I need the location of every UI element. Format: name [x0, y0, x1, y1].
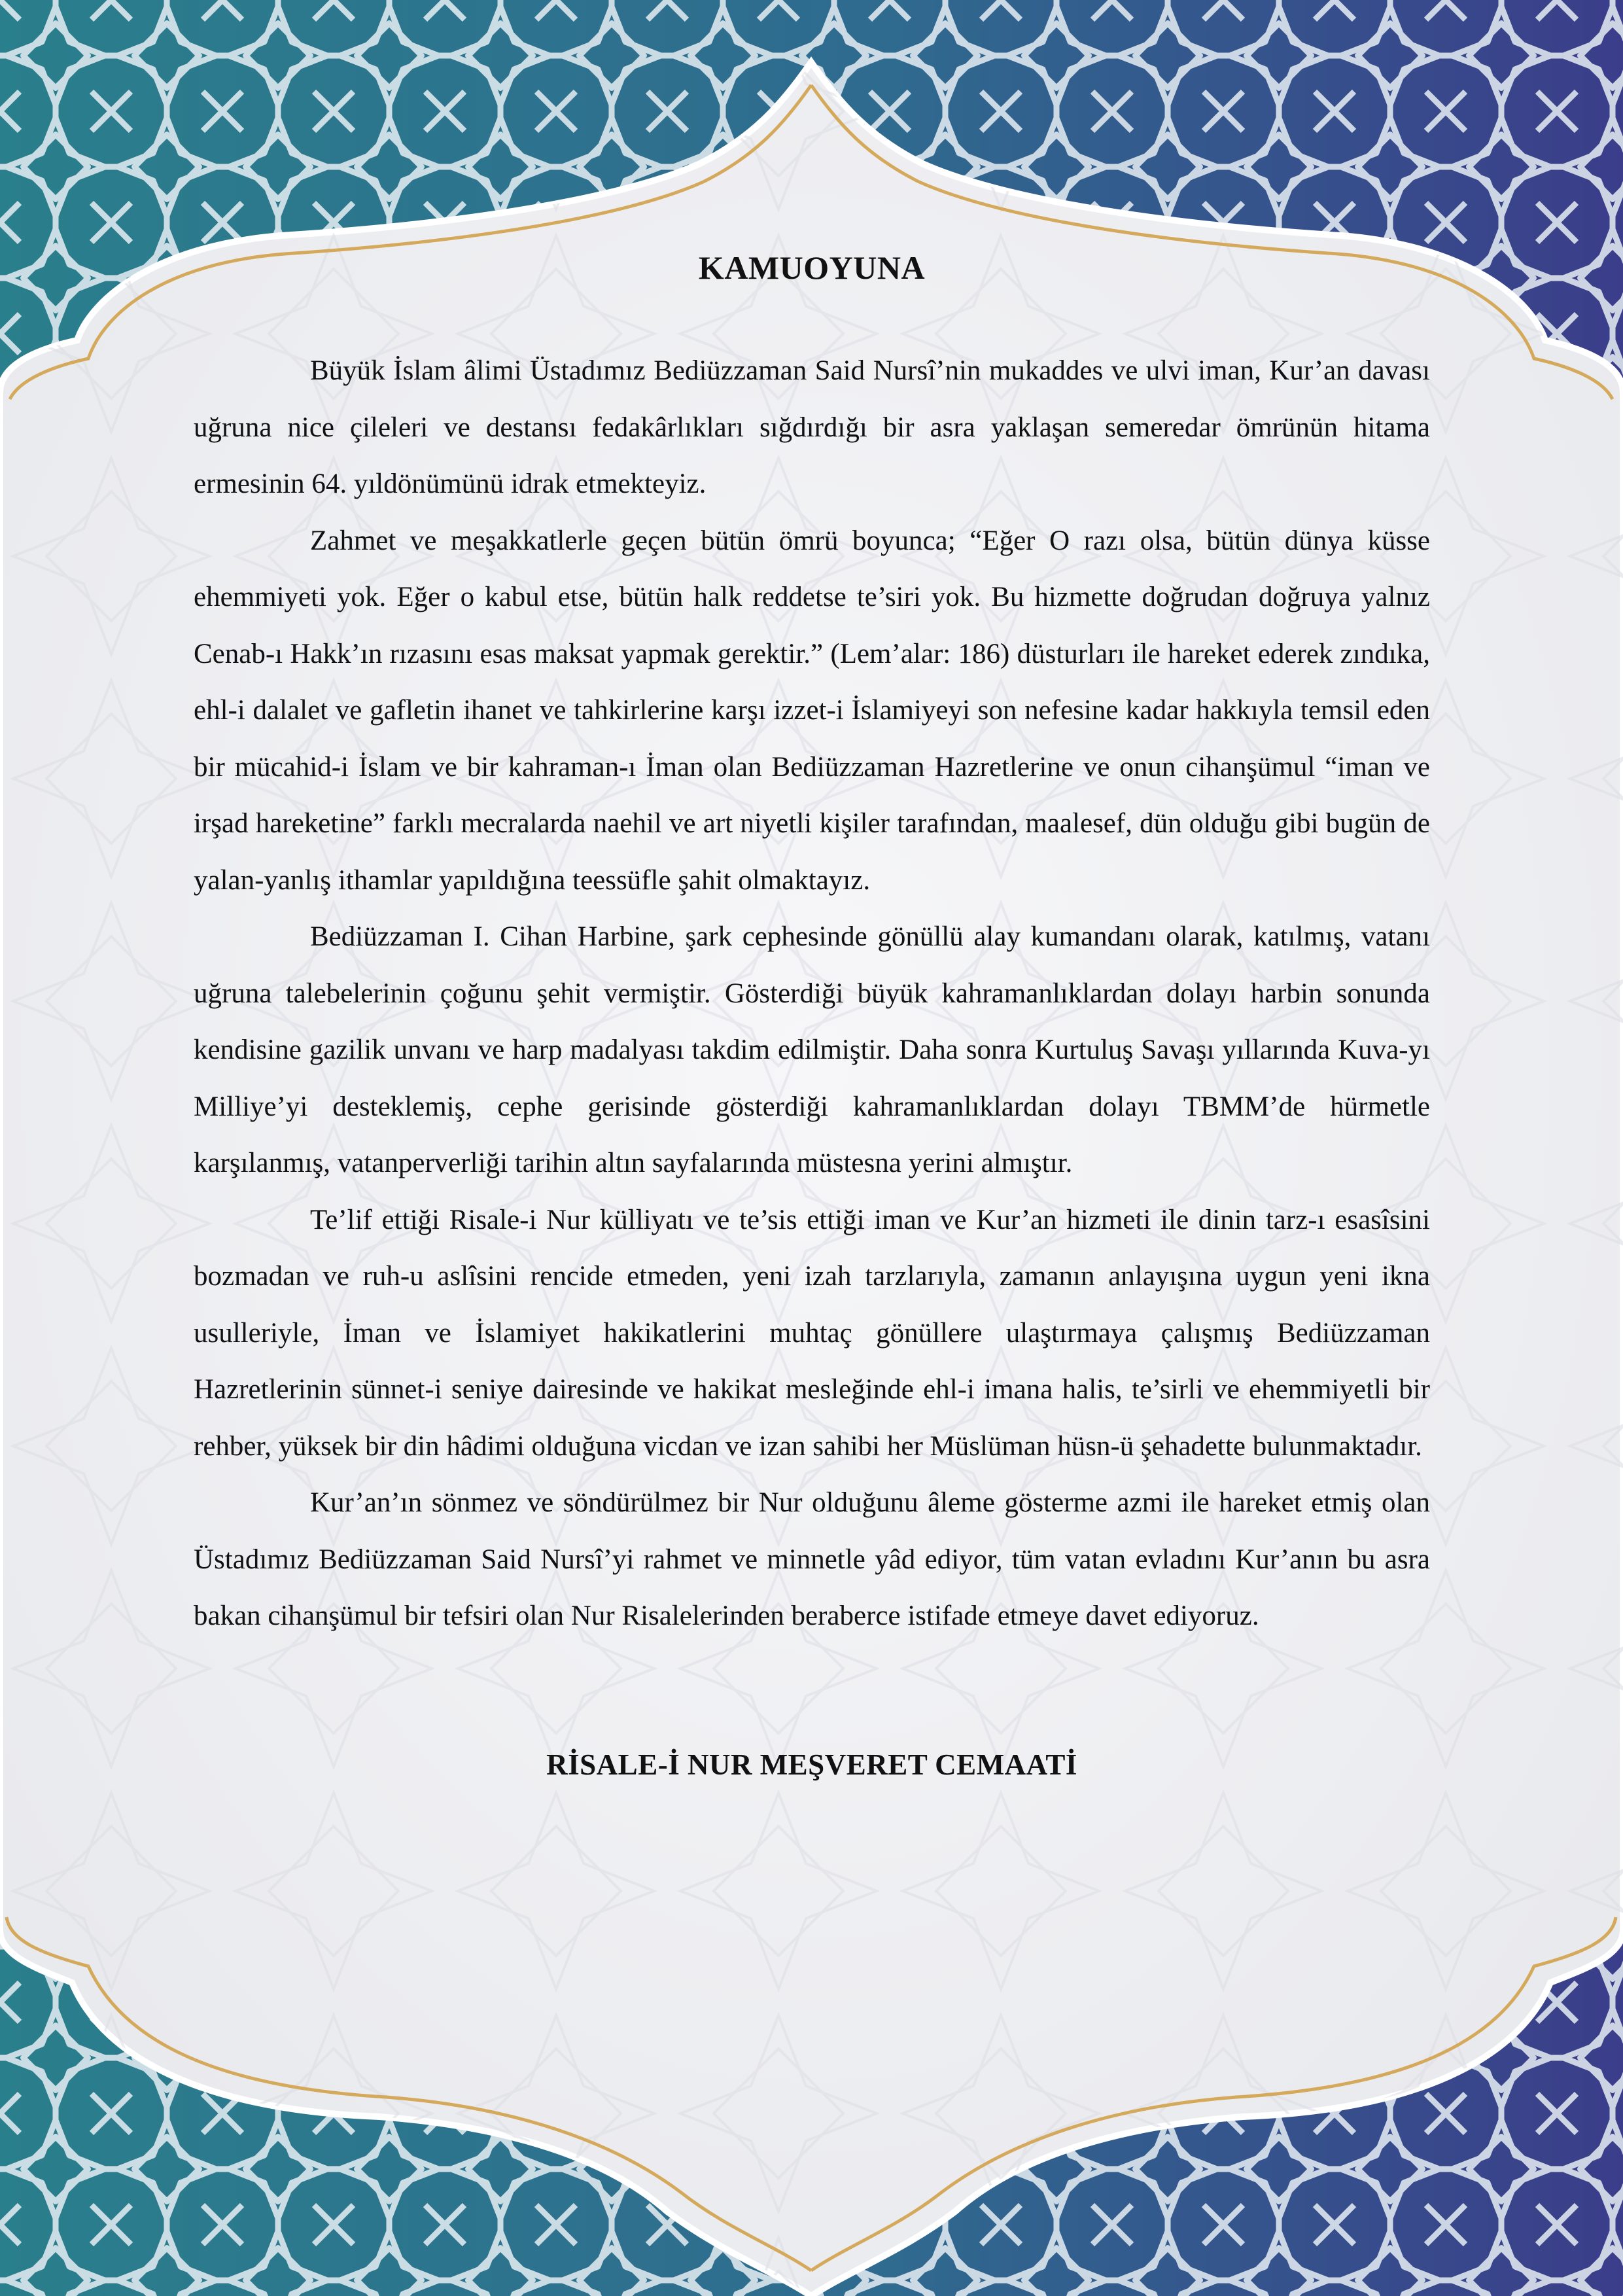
- paragraph-2: Zahmet ve meşakkatlerle geçen bütün ömrü boyunca; “Eğer O razı olsa, bütün dünya küsse ehemmiyeti yok. Eğer o kabul etse, bütün halk reddetse te’siri yok. Bu hizmette doğrudan doğruya yalnız Cenab-ı Hakk’ın rızasını esas maksat yapmak gerektir.” (Lem’alar: 186) düsturları ile hareket ederek zındıka, ehl-i dalalet ve gafletin ihanet ve tahkirlerine karşı izzet-i İslamiyeyi son nefesine kadar hakkıyla temsil eden bir mücahid-i İslam ve bir kahraman-ı İman olan Bediüzzaman Hazretlerine ve onun cihanşümul “iman ve irşad hareketine” farklı mecralarda naehil ve art niyetli kişiler tarafından, maalesef, dün olduğu gibi bugün de yalan-yanlış ithamlar yapıldığına teessüfle şahit olmaktayız.: [194, 525, 1430, 896]
- signature: RİSALE-İ NUR MEŞVERET CEMAATİ: [546, 1748, 1077, 1781]
- paragraph-3: Bediüzzaman I. Cihan Harbine, şark cephesinde gönüllü alay kumandanı olarak, katılmış, vatanı uğruna talebelerinin çoğunu şehit vermiştir. Gösterdiği büyük kahramanlıklardan dolayı harbin sonunda kendisine gazilik unvanı ve harp madalyası takdim edilmiştir. Daha sonra Kurtuluş Savaşı yıllarında Kuva-yı Milliye’yi desteklemiş, cephe gerisinde gösterdiği kahramanlıklardan dolayı TBMM’de hürmetle karşılanmış, vatanperverliği tarihin altın sayfalarında müstesna yerini almıştır.: [194, 921, 1430, 1178]
- page-title: KAMUOYUNA: [698, 249, 926, 286]
- statement-document: [194, 249, 1430, 1793]
- paragraph-1: Büyük İslam âlimi Üstadımız Bediüzzaman Said Nursî’nin mukaddes ve ulvi iman, Kur’an davası uğruna nice çileleri ve destansı fedakârlıkları sığdırdığı bir asra yaklaşan semeredar ömrünün hitama ermesinin 64. yıldönümünü idrak etmekteyiz.: [194, 355, 1430, 499]
- paragraph-5: Kur’an’ın sönmez ve söndürülmez bir Nur olduğunu âleme gösterme azmi ile hareket etmiş olan Üstadımız Bediüzzaman Said Nursî’yi rahmet ve minnetle yâd ediyor, tüm vatan evladını Kur’anın bu asra bakan cihanşümul bir tefsiri olan Nur Risalelerinden beraberce istifade etmeye davet ediyoruz.: [194, 1487, 1430, 1631]
- paragraph-4: Te’lif ettiği Risale-i Nur külliyatı ve te’sis ettiği iman ve Kur’an hizmeti ile dinin tarz-ı esasîsini bozmadan ve ruh-u aslîsini rencide etmeden, yeni izah tarzlarıyla, zamanın anlayışına uygun yeni ikna usulleriyle, İman ve İslamiyet hakikatlerini muhtaç gönüllere ulaştırmaya çalışmış Bediüzzaman Hazretlerinin sünnet-i seniye dairesinde ve hakikat mesleğinde ehl-i imana halis, te’sirli ve ehemmiyetli bir rehber, yüksek bir din hâdimi olduğuna vicdan ve izan sahibi her Müslüman hüsn-ü şehadette bulunmaktadır.: [194, 1204, 1430, 1462]
